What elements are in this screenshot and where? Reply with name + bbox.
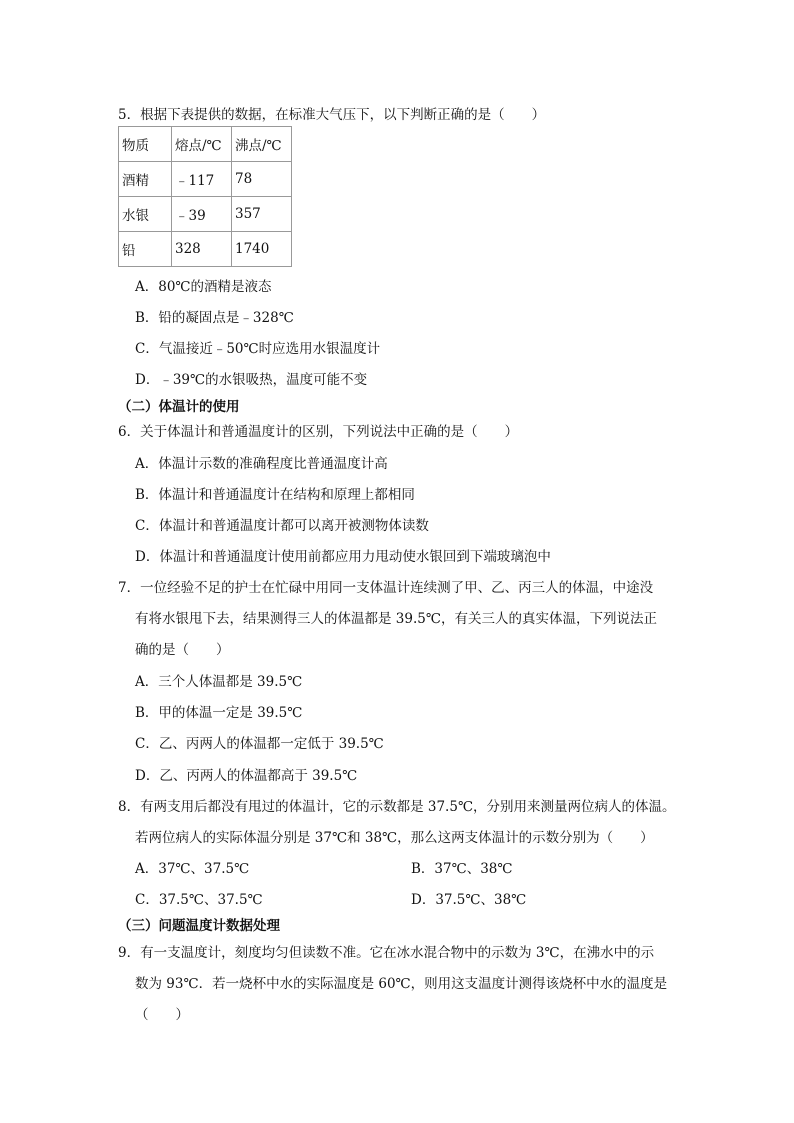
table-cell: 1740	[232, 232, 292, 267]
q6-option-a: A．体温计示数的准确程度比普通温度计高	[135, 456, 388, 472]
question-9-line-2: 数为 93℃．若一烧杯中水的实际温度是 60℃，则用这支温度计测得该烧杯中水的温度是	[135, 976, 668, 992]
table-cell: 铅	[119, 232, 172, 267]
table-cell: ﹣117	[172, 162, 232, 197]
question-7-line-3: 确的是（ ）	[135, 642, 230, 658]
q7-option-a: A．三个人体温都是 39.5℃	[135, 674, 303, 690]
q8-option-b: B．37℃、38℃	[411, 861, 513, 877]
q5-option-c: C．气温接近﹣50℃时应选用水银温度计	[135, 341, 381, 357]
table-header-row	[119, 127, 292, 162]
question-8-line-2: 若两位病人的实际体温分别是 37℃和 38℃，那么这两支体温计的示数分别为（ ）	[135, 830, 654, 846]
question-9-line-1: 9．有一支温度计，刻度均匀但读数不准。它在冰水混合物中的示数为 3℃，在沸水中的示	[118, 945, 655, 961]
q6-option-b: B．体温计和普通温度计在结构和原理上都相同	[135, 487, 415, 503]
q5-option-a: A．80℃的酒精是液态	[135, 279, 272, 295]
question-6-stem: 6．关于体温计和普通温度计的区别，下列说法中正确的是（ ）	[118, 424, 519, 440]
question-9-line-3: （ ）	[135, 1007, 189, 1023]
table-row	[119, 197, 292, 232]
section-heading-2: （二）体温计的使用	[118, 399, 240, 415]
table-cell: 357	[232, 197, 292, 232]
question-7-line-1: 7．一位经验不足的护士在忙碌中用同一支体温计连续测了甲、乙、丙三人的体温，中途没	[118, 580, 654, 596]
table-row	[119, 162, 292, 197]
table-header-cell: 沸点/℃	[232, 127, 292, 162]
q5-option-d: D．﹣39℃的水银吸热，温度可能不变	[135, 372, 368, 388]
table-header-cell: 熔点/℃	[172, 127, 232, 162]
table-cell: ﹣39	[172, 197, 232, 232]
section-heading-3: （三）问题温度计数据处理	[118, 918, 280, 934]
question-8-line-1: 8．有两支用后都没有甩过的体温计，它的示数都是 37.5℃，分别用来测量两位病人的体温。	[118, 799, 676, 815]
question-7-line-2: 有将水银甩下去，结果测得三人的体温都是 39.5℃，有关三人的真实体温，下列说法正	[135, 611, 657, 627]
table-cell: 酒精	[119, 162, 172, 197]
melting-boiling-table	[118, 126, 292, 267]
question-5-stem: 5．根据下表提供的数据，在标准大气压下，以下判断正确的是（ ）	[118, 107, 546, 123]
q6-option-c: C．体温计和普通温度计都可以离开被测物体读数	[135, 518, 429, 534]
table-row	[119, 232, 292, 267]
table-cell: 78	[232, 162, 292, 197]
q6-option-d: D．体温计和普通温度计使用前都应用力甩动使水银回到下端玻璃泡中	[135, 549, 551, 565]
q8-option-a: A．37℃、37.5℃	[135, 861, 250, 877]
table-header-cell: 物质	[119, 127, 172, 162]
q5-option-b: B．铅的凝固点是﹣328℃	[135, 310, 294, 326]
q7-option-d: D．乙、丙两人的体温都高于 39.5℃	[135, 768, 358, 784]
q7-option-b: B．甲的体温一定是 39.5℃	[135, 705, 303, 721]
q7-option-c: C．乙、丙两人的体温都一定低于 39.5℃	[135, 736, 384, 752]
table-cell: 328	[172, 232, 232, 267]
table-cell: 水银	[119, 197, 172, 232]
q8-option-d: D．37.5℃、38℃	[411, 892, 527, 908]
q8-option-c: C．37.5℃、37.5℃	[135, 892, 263, 908]
